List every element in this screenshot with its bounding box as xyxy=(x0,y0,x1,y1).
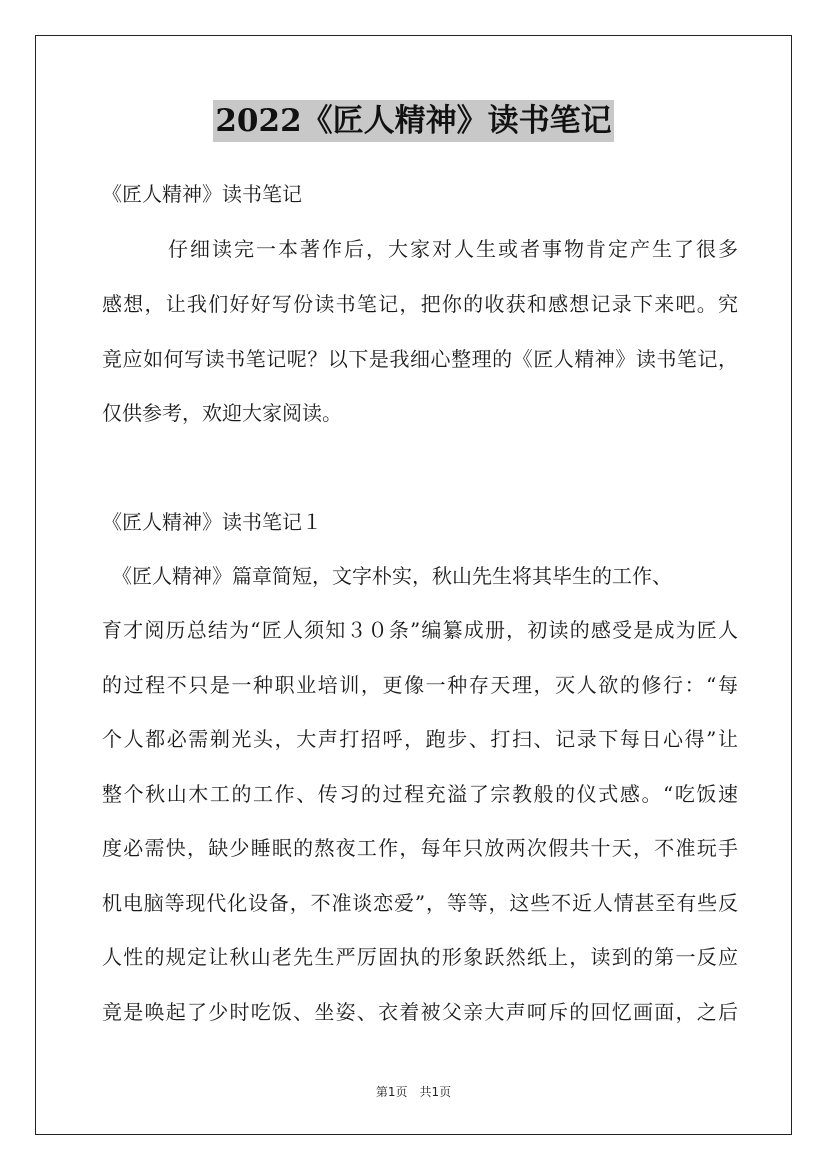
page-footer: 第1页 共1页 xyxy=(375,1085,452,1099)
section-heading: 《匠人精神》读书笔记１ xyxy=(102,510,322,534)
body-line: 个人都必需剃光头，大声打招呼，跑步、打扫、记录下每日心得”让 xyxy=(102,727,738,751)
intro-line: 仅供参考，欢迎大家阅读。 xyxy=(102,401,342,425)
body-line: 竟是唤起了少时吃饭、坐姿、衣着被父亲大声呵斥的回忆画面，之后 xyxy=(102,1000,738,1024)
body-line: 育才阅历总结为“匠人须知３０条”编纂成册，初读的感受是成为匠人 xyxy=(102,618,738,642)
document-subtitle: 《匠人精神》读书笔记 xyxy=(102,182,302,206)
intro-line: 感想，让我们好好写份读书笔记，把你的收获和感想记录下来吧。究 xyxy=(102,292,738,316)
intro-line: 竟应如何写读书笔记呢？以下是我细心整理的《匠人精神》读书笔记， xyxy=(102,347,738,371)
body-line: 人性的规定让秋山老先生严厉固执的形象跃然纸上，读到的第一反应 xyxy=(102,945,738,969)
document-title: 2022《匠人精神》读书笔记 xyxy=(213,100,613,142)
body-line: 机电脑等现代化设备，不准谈恋爱”，等等，这些不近人情甚至有些反 xyxy=(102,891,738,915)
body-line: 的过程不只是一种职业培训，更像一种存天理，灭人欲的修行：“每 xyxy=(102,673,738,697)
body-line: 度必需快，缺少睡眠的熬夜工作，每年只放两次假共十天，不准玩手 xyxy=(102,836,738,860)
body-line: 整个秋山木工的工作、传习的过程充溢了宗教般的仪式感。“吃饭速 xyxy=(102,782,738,806)
title-container xyxy=(0,100,827,142)
body-line: 《匠人精神》篇章简短，文字朴实，秋山先生将其毕生的工作、 xyxy=(102,564,672,588)
intro-line: 仔细读完一本著作后，大家对人生或者事物肯定产生了很多 xyxy=(102,237,738,261)
